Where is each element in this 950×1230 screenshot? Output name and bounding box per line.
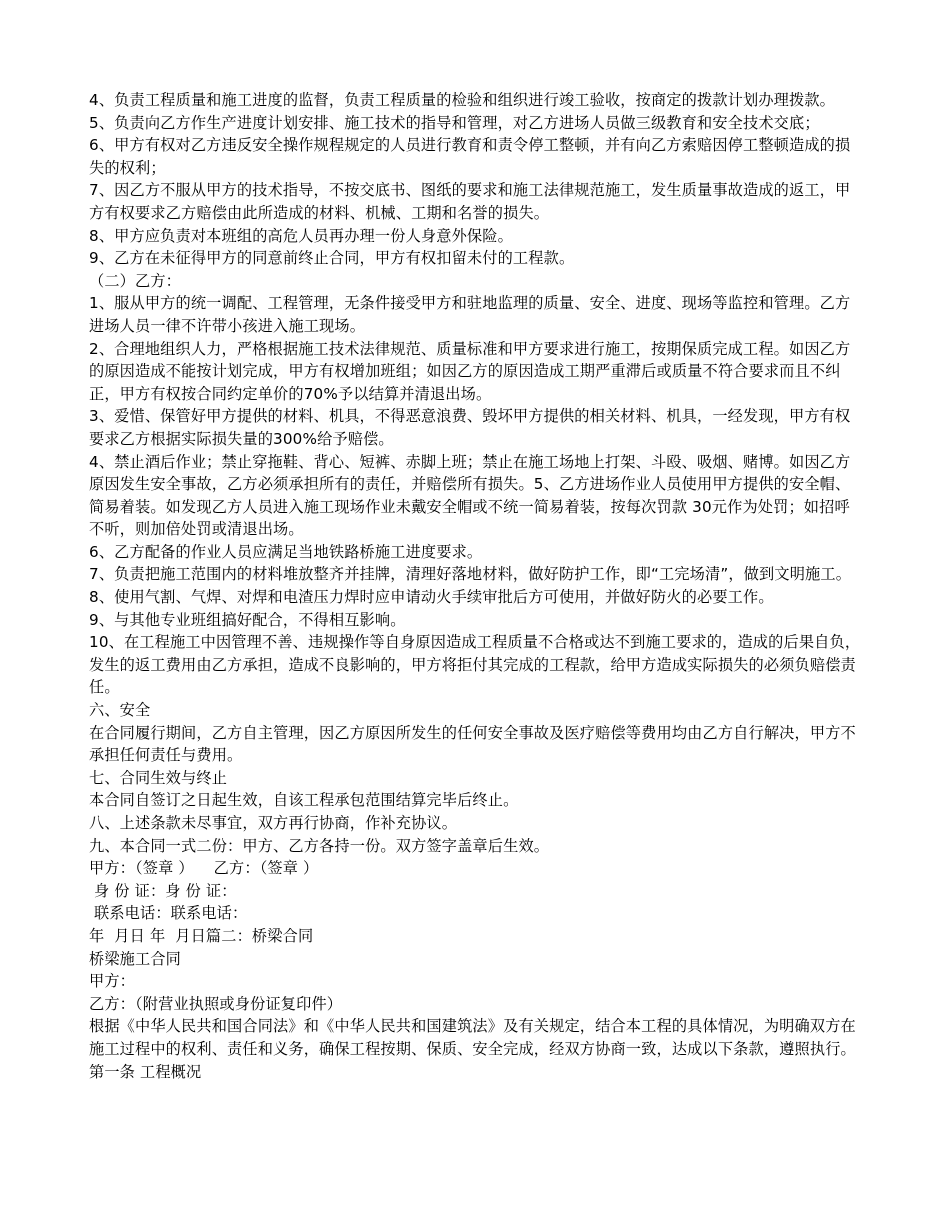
- section-heading: 七、合同生效与终止: [89, 768, 228, 787]
- section-heading: （二）乙方：: [89, 271, 182, 290]
- text-line: 2、合理地组织人力，严格根据施工技术法律规范、质量标准和甲方要求进行施工，按期保质完成工程。如因乙方的原因造成不能按计划完成，甲方有权增加班组；如因乙方的原因造成工期严重滞后或质量不符合要求而且不纠正，甲方有权按合同约定单价的70%予以结算并清退出场。: [89, 339, 851, 403]
- text-line: 1、服从甲方的统一调配、工程管理，无条件接受甲方和驻地监理的质量、安全、进度、现场等监控和管理。乙方进场人员一律不许带小孩进入施工现场。: [89, 294, 851, 335]
- text-line: 4、负责工程质量和施工进度的监督，负责工程质量的检验和组织进行竣工验收，按商定的拨款计划办理拨款。: [89, 91, 836, 109]
- text-line: 8、甲方应负责对本班组的高危人员再办理一份人身意外保险。: [89, 226, 513, 245]
- text-line: 九、本合同一式二份：甲方、乙方各持一份。双方签字盖章后生效。: [89, 836, 550, 855]
- text-line: 本合同自签订之日起生效，自该工程承包范围结算完毕后终止。: [89, 791, 519, 810]
- document-title: 桥梁施工合同: [89, 949, 182, 968]
- text-line: 10、在工程施工中因管理不善、违规操作等自身原因造成工程质量不合格或达不到施工要求的，造成的后果自负，发生的返工费用由乙方承担，造成不良影响的，甲方将拒付其完成的工程款，给甲方造成实际损失的必须负赔偿责任。: [89, 633, 861, 697]
- party-b-line: 乙方：（附营业执照或身份证复印件）: [89, 994, 343, 1013]
- text-line: 7、负责把施工范围内的材料堆放整齐并挂牌，清理好落地材料，做好防护工作，即“工完场清”，做到文明施工。: [89, 565, 852, 584]
- text-line: 6、甲方有权对乙方违反安全操作规程规定的人员进行教育和责令停工整顿，并有向乙方索赔因停工整顿造成的损失的权利；: [89, 136, 851, 177]
- section-heading: 六、安全: [89, 701, 151, 720]
- text-line: 八、上述条款未尽事宜，双方再行协商，作补充协议。: [89, 814, 458, 832]
- text-line: 3、爱惜、保管好甲方提供的材料、机具，不得恶意浪费、毁坏甲方提供的相关材料、机具，一经发现，甲方有权要求乙方根据实际损失量的300%给予赔偿。: [89, 407, 851, 448]
- text-line: 根据《中华人民共和国合同法》和《中华人民共和国建筑法》及有关规定，结合本工程的具体情况，为明确双方在施工过程中的权利、责任和义务，确保工程按期、保质、安全完成，经双方协商一致，达成以下条款，遵照执行。: [89, 1017, 856, 1058]
- document-body: [89, 89, 861, 1083]
- section-heading: 第一条 工程概况: [89, 1062, 202, 1081]
- signature-line: 甲方：（签章 ） 乙方：（签章 ）: [89, 859, 319, 878]
- party-a-line: 甲方：: [89, 972, 136, 991]
- text-line: 5、负责向乙方作生产进度计划安排、施工技术的指导和管理，对乙方进场人员做三级教育和安全技术交底；: [89, 113, 820, 132]
- id-card-line: 身 份 证：身 份 证：: [89, 881, 237, 900]
- text-line: 8、使用气割、气焊、对焊和电渣压力焊时应申请动火手续审批后方可使用，并做好防火的必要工作。: [89, 588, 774, 607]
- phone-line: 联系电话：联系电话：: [89, 904, 248, 923]
- text-line: 7、因乙方不服从甲方的技术指导，不按交底书、图纸的要求和施工法律规范施工，发生质量事故造成的返工，甲方有权要求乙方赔偿由此所造成的材料、机械、工期和名誉的损失。: [89, 181, 851, 222]
- text-line: 9、与其他专业班组搞好配合，不得相互影响。: [89, 610, 406, 629]
- text-line: 6、乙方配备的作业人员应满足当地铁路桥施工进度要求。: [89, 542, 483, 561]
- text-line: 9、乙方在未征得甲方的同意前终止合同，甲方有权扣留未付的工程款。: [89, 249, 575, 268]
- text-line: 4、禁止酒后作业；禁止穿拖鞋、背心、短裤、赤脚上班；禁止在施工场地上打架、斗殴、吸烟、赌博。如因乙方原因发生安全事故，乙方必须承担所有的责任，并赔偿所有损失。5、乙方进场作业人员使用甲方提供的安全帽、简易着装。如发现乙方人员进入施工现场作业未戴安全帽或不统一简易着装，按每次罚款 30元作为处罚；如招呼不听，则加倍处罚或清退出场。: [89, 452, 851, 539]
- date-line: 年 月日 年 月日篇二：桥梁合同: [89, 926, 314, 945]
- text-line: 在合同履行期间，乙方自主管理，因乙方原因所发生的任何安全事故及医疗赔偿等费用均由乙方自行解决，甲方不承担任何责任与费用。: [89, 723, 856, 765]
